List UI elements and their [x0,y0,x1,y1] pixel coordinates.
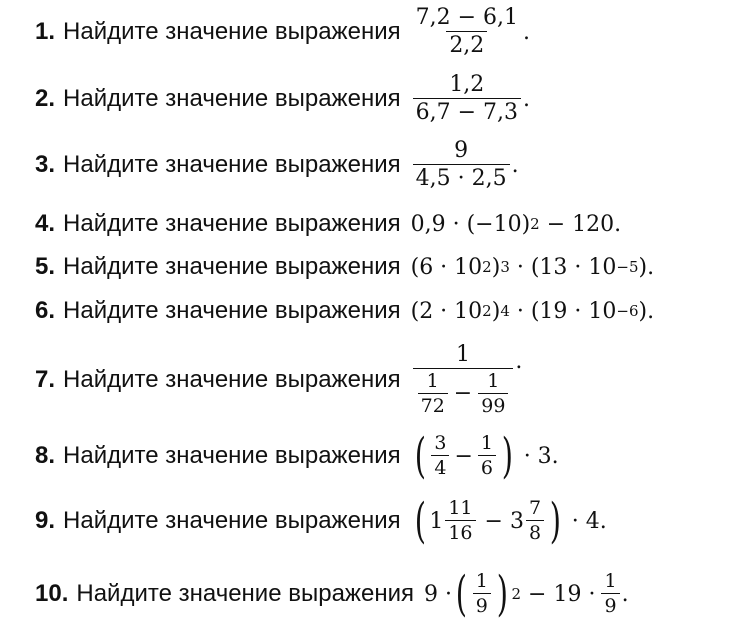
problem-number: 6. [35,297,56,324]
numerator: 1 [456,342,471,367]
numerator: 7,2 − 6,1 [415,5,519,30]
expression-part: ) [491,298,501,324]
denominator: 2,2 [446,31,487,58]
expression [411,139,519,191]
problem-text: Найдите значение выражения [63,365,401,393]
fraction [478,371,508,417]
expression [411,428,559,484]
expression-part: ) [491,254,501,280]
denominator: 6,7 − 7,3 [413,98,521,125]
problem-10 [35,566,629,622]
expression-part: ). [638,254,655,280]
expression: (2 · 10 2 ) 4 · (19 · 10 −6 ). [410,298,655,324]
expression: 0,9 · (−10) 2 − 120. [410,211,622,237]
problem-5 [35,253,654,281]
problem-text: Найдите значение выражения [63,151,401,179]
denominator: 4,5 · 2,5 [413,164,510,191]
denominator: 16 [445,520,475,544]
fraction [445,498,475,544]
problem-text: Найдите значение выражения [63,18,401,46]
expression-part: (6 · 10 [410,254,483,280]
right-paren: ) [549,493,562,549]
left-paren: ( [414,428,426,484]
expression [411,493,607,549]
numerator: 1 [480,432,493,455]
problem-number: 7. [35,365,56,393]
problem-text: Найдите значение выражения [63,507,401,534]
fraction [526,498,544,544]
expression-part: − 19 · [521,581,596,607]
fraction [473,571,491,617]
numerator: 11 [448,497,473,520]
fraction [478,433,496,479]
punctuation: . [621,581,629,607]
right-paren: ) [501,428,513,484]
left-paren: ( [455,566,467,622]
expression-part: 9 · [423,581,452,607]
denominator: 9 [473,593,491,617]
minus-sign: − [453,380,473,406]
punctuation: . [523,19,531,45]
problem-text: Найдите значение выражения [63,210,401,237]
problem-text: Найдите значение выражения [63,442,401,469]
denominator: 72 [418,393,448,417]
whole-part: 1 [429,508,444,534]
numerator: 7 [528,497,542,520]
denominator: 8 [526,520,544,544]
problem-text: Найдите значение выражения [63,85,401,113]
expression [411,73,530,125]
problem-8 [35,428,559,484]
fraction [601,571,619,617]
problem-number: 9. [35,507,56,534]
numerator: 1,2 [449,72,485,97]
problem-9 [35,493,607,549]
denominator [413,368,514,417]
expression-part: · 4. [564,508,607,534]
fraction [431,433,449,479]
problem-3 [35,139,519,191]
expression-part: − 120. [539,211,622,237]
denominator: 9 [601,593,619,617]
problem-text: Найдите значение выражения [76,580,414,607]
numerator: 3 [434,432,447,455]
fraction [413,6,521,58]
problem-6 [35,297,654,325]
denominator: 6 [478,455,496,479]
fraction [413,139,510,191]
expression-part: · 3. [516,443,559,469]
problem-number: 2. [35,85,56,113]
expression: (6 · 10 2 ) 3 · (13 · 10 −5 ). [410,254,655,280]
problem-7 [35,343,522,417]
problem-number: 4. [35,210,56,237]
problem-text: Найдите значение выражения [63,253,401,280]
expression-part: 0,9 · (−10) [410,211,531,237]
expression: 9 · ( $\frac{1}{9}$ ) 2 − 19 · $\frac{1}{9}$ . [423,566,629,622]
expression [411,6,530,58]
expression-part: · (13 · 10 [509,254,617,280]
numerator: 1 [475,570,488,593]
left-paren: ( [414,493,426,549]
whole-part: 3 [509,508,524,534]
numerator: 1 [487,370,500,393]
right-paren: ) [496,566,508,622]
problem-4 [35,210,621,238]
expression [411,343,523,417]
punctuation: . [515,349,523,375]
expression-part: (2 · 10 [410,298,483,324]
denominator: 4 [431,455,449,479]
expression-part: · (19 · 10 [509,298,617,324]
problem-text: Найдите значение выражения [63,297,401,324]
problem-number: 5. [35,253,56,280]
minus-sign: − [477,508,510,534]
fraction [413,73,521,125]
minus-sign: − [454,443,473,469]
numerator: 1 [604,570,617,593]
problem-number: 8. [35,442,56,469]
numerator: 9 [454,138,469,163]
expression-part: ). [638,298,655,324]
punctuation: . [523,86,531,112]
problem-number: 10. [35,580,69,607]
problem-1 [35,6,530,58]
numerator: 1 [426,370,439,393]
fraction [418,371,448,417]
punctuation: . [511,152,519,178]
problem-number: 1. [35,18,56,46]
complex-fraction [413,343,514,417]
problem-number: 3. [35,151,56,179]
denominator: 99 [478,393,508,417]
problem-2 [35,73,530,125]
